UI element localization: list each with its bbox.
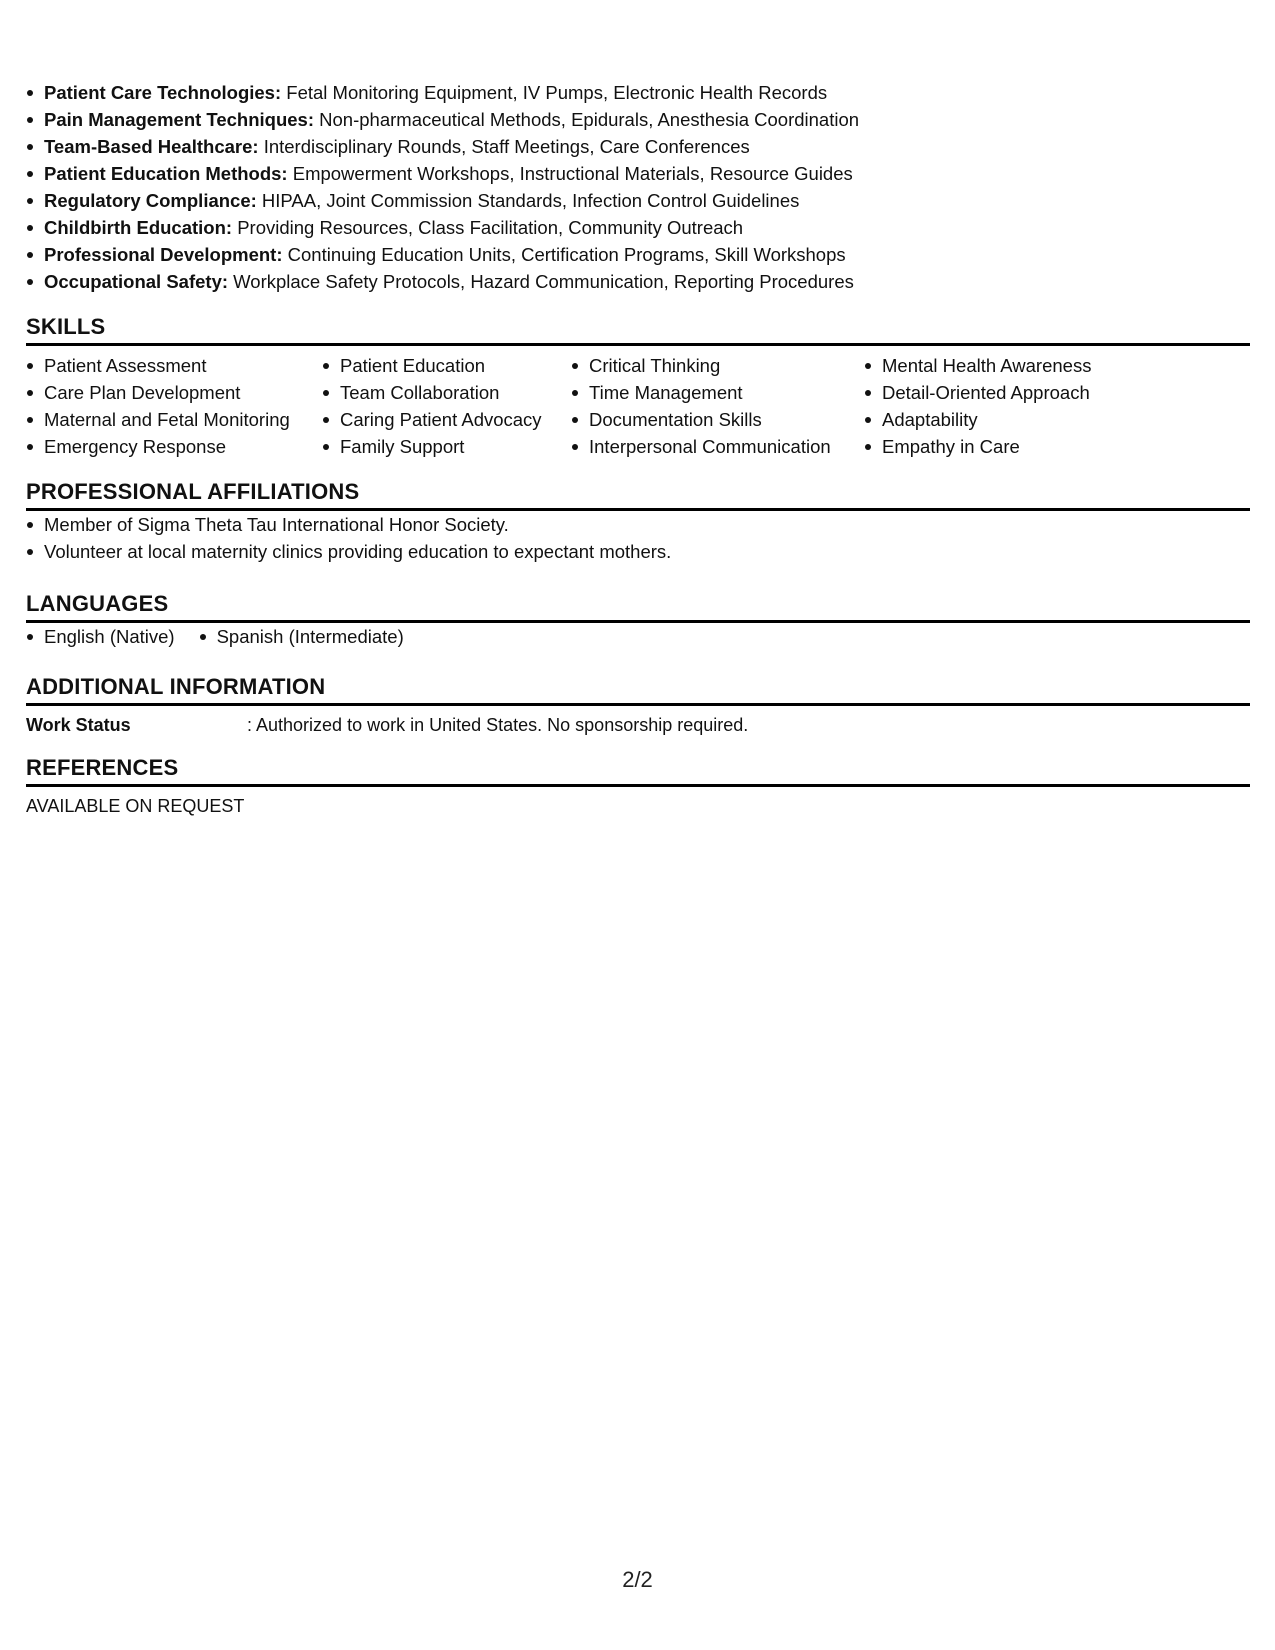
item-term: Patient Education Methods: [44,163,288,184]
skill-item: Time Management [571,379,831,406]
skill-item: Mental Health Awareness [864,352,1091,379]
list-item [26,241,859,268]
references-section [26,755,1250,819]
item-text: Continuing Education Units, Certification Programs, Skill Workshops [282,244,846,265]
skill-item: Documentation Skills [571,406,831,433]
expertise-list [26,79,859,295]
skill-item: Team Collaboration [322,379,542,406]
skills-grid [26,352,1250,464]
item-text: Interdisciplinary Rounds, Staff Meetings, Care Conferences [258,136,750,157]
item-term: Regulatory Compliance: [44,190,257,211]
list-item [26,268,859,295]
languages-list [26,623,1250,650]
skill-item: Maternal and Fetal Monitoring [26,406,290,433]
skill-item: Empathy in Care [864,433,1091,460]
item-text: Fetal Monitoring Equipment, IV Pumps, Electronic Health Records [281,82,828,103]
list-item [26,160,859,187]
references-text: AVAILABLE ON REQUEST [26,796,245,816]
item-text: Providing Resources, Class Facilitation, Community Outreach [232,217,744,238]
affiliation-item: Volunteer at local maternity clinics providing education to expectant mothers. [26,538,1250,565]
skill-item: Family Support [322,433,542,460]
skills-column-4 [864,352,1091,460]
section-title-additional: ADDITIONAL INFORMATION [26,674,1250,706]
languages-section [26,591,1250,650]
skill-item: Critical Thinking [571,352,831,379]
section-title-affiliations: PROFESSIONAL AFFILIATIONS [26,479,1250,511]
skill-item: Emergency Response [26,433,290,460]
item-term: Professional Development: [44,244,283,265]
affiliations-list [26,511,1250,565]
item-text: Workplace Safety Protocols, Hazard Communication, Reporting Procedures [228,271,854,292]
skill-item: Interpersonal Communication [571,433,831,460]
list-item [26,214,859,241]
item-term: Occupational Safety: [44,271,229,292]
item-term: Pain Management Techniques: [44,109,315,130]
skill-item: Patient Education [322,352,542,379]
item-text: HIPAA, Joint Commission Standards, Infection Control Guidelines [256,190,800,211]
page-number: 2/2 [622,1567,653,1592]
list-item [26,106,859,133]
language-item: English (Native) [26,623,175,650]
additional-info-section [26,674,1250,738]
skill-item: Caring Patient Advocacy [322,406,542,433]
skills-column-2 [322,352,542,460]
skills-column-3 [571,352,831,460]
section-title-references: REFERENCES [26,755,1250,787]
item-term: Patient Care Technologies: [44,82,282,103]
skills-section [26,314,1250,464]
work-status-value: : Authorized to work in United States. No sponsorship required. [247,715,749,735]
item-text: Non-pharmaceutical Methods, Epidurals, Anesthesia Coordination [314,109,860,130]
skills-column-1 [26,352,290,460]
list-item [26,79,859,106]
work-status-row [26,712,1250,738]
skill-item: Care Plan Development [26,379,290,406]
list-item [26,133,859,160]
list-item [26,187,859,214]
skill-item: Patient Assessment [26,352,290,379]
item-text: Empowerment Workshops, Instructional Materials, Resource Guides [287,163,853,184]
section-title-languages: LANGUAGES [26,591,1250,623]
skill-item: Detail-Oriented Approach [864,379,1091,406]
item-term: Team-Based Healthcare: [44,136,259,157]
section-title-skills: SKILLS [26,314,1250,346]
affiliations-section [26,479,1250,565]
affiliation-item: Member of Sigma Theta Tau International Honor Society. [26,511,1250,538]
item-term: Childbirth Education: [44,217,233,238]
work-status-label: Work Status [26,715,131,735]
skill-item: Adaptability [864,406,1091,433]
language-item: Spanish (Intermediate) [199,623,404,650]
